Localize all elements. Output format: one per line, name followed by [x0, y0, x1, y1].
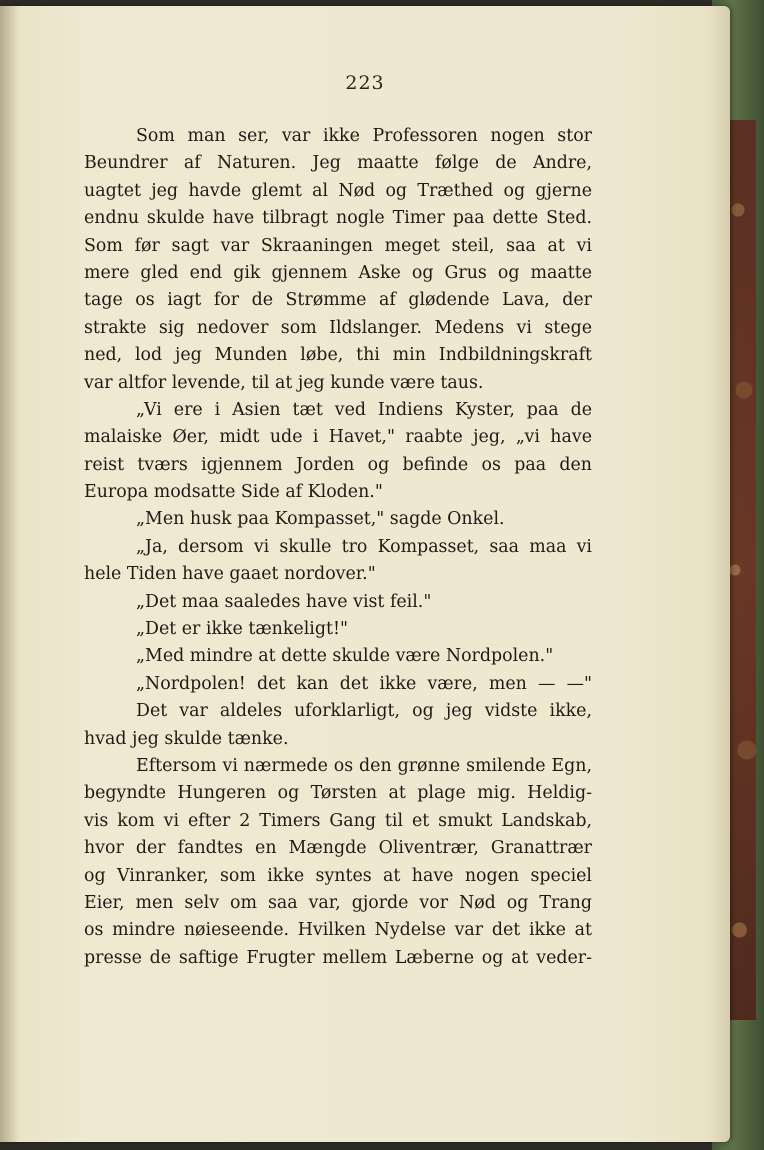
text-line: mere gled end gik gjennem Aske og Grus og maatte	[84, 262, 592, 283]
text-line: hele Tiden have gaaet nordover."	[84, 564, 376, 585]
text-line: Europa modsatte Side af Kloden."	[84, 482, 383, 503]
text-line: hvor der fandtes en Mængde Oliventrær, Granattrær	[84, 838, 592, 859]
text-line: Som før sagt var Skraaningen meget steil, saa at vi	[84, 235, 592, 256]
text-line: tage os iagt for de Strømme af glødende Lava, der	[84, 290, 592, 311]
text-line: Eier, men selv om saa var, gjorde vor Nød og Trang	[84, 892, 592, 913]
text-line: Det var aldeles uforklarligt, og jeg vidste ikke,	[136, 701, 592, 722]
page-gutter-shadow	[0, 6, 18, 1142]
text-line: malaiske Øer, midt ude i Havet," raabte jeg, „vi have	[84, 427, 592, 448]
text-line: uagtet jeg havde glemt al Nød og Træthed og gjerne	[84, 180, 592, 201]
text-line: ned, lod jeg Munden løbe, thi min Indbildningskraft	[84, 345, 592, 366]
text-line: os mindre nøieseende. Hvilken Nydelse var det ikke at	[84, 920, 592, 941]
page-number: 223	[345, 72, 385, 94]
text-line: presse de saftige Frugter mellem Læberne og at veder-	[84, 947, 592, 968]
text-line: „Nordpolen! det kan det ikke være, men — —"	[136, 673, 592, 694]
text-line: endnu skulde have tilbragt nogle Timer paa dette Sted.	[84, 208, 592, 229]
marbled-cover-edge	[726, 120, 756, 1020]
page-text-block	[84, 123, 592, 972]
text-line: vis kom vi efter 2 Timers Gang til et smukt Landskab,	[84, 810, 592, 831]
text-line: „Ja, dersom vi skulle tro Kompasset, saa maa vi	[136, 536, 592, 557]
text-line: Beundrer af Naturen. Jeg maatte følge de Andre,	[84, 153, 592, 174]
text-line: „Vi ere i Asien tæt ved Indiens Kyster, paa de	[136, 399, 592, 420]
text-line: og Vinranker, som ikke syntes at have nogen speciel	[84, 865, 592, 886]
text-line: „Med mindre at dette skulde være Nordpolen."	[136, 646, 554, 667]
text-line: var altfor levende, til at jeg kunde være taus.	[84, 372, 484, 393]
book-page	[0, 6, 730, 1142]
text-line: „Men husk paa Kompasset," sagde Onkel.	[136, 509, 505, 530]
text-line: Eftersom vi nærmede os den grønne smilende Egn,	[136, 755, 592, 776]
text-line: strakte sig nedover som Ildslanger. Medens vi stege	[84, 317, 592, 338]
text-line: begyndte Hungeren og Tørsten at plage mig. Heldig-	[84, 783, 592, 804]
text-line: reist tværs igjennem Jorden og befinde os paa den	[84, 454, 592, 475]
text-line: Som man ser, var ikke Professoren nogen stor	[136, 126, 592, 146]
text-line: hvad jeg skulde tænke.	[84, 728, 289, 749]
text-line: „Det maa saaledes have vist feil."	[136, 591, 432, 612]
text-line: „Det er ikke tænkeligt!"	[136, 619, 348, 640]
